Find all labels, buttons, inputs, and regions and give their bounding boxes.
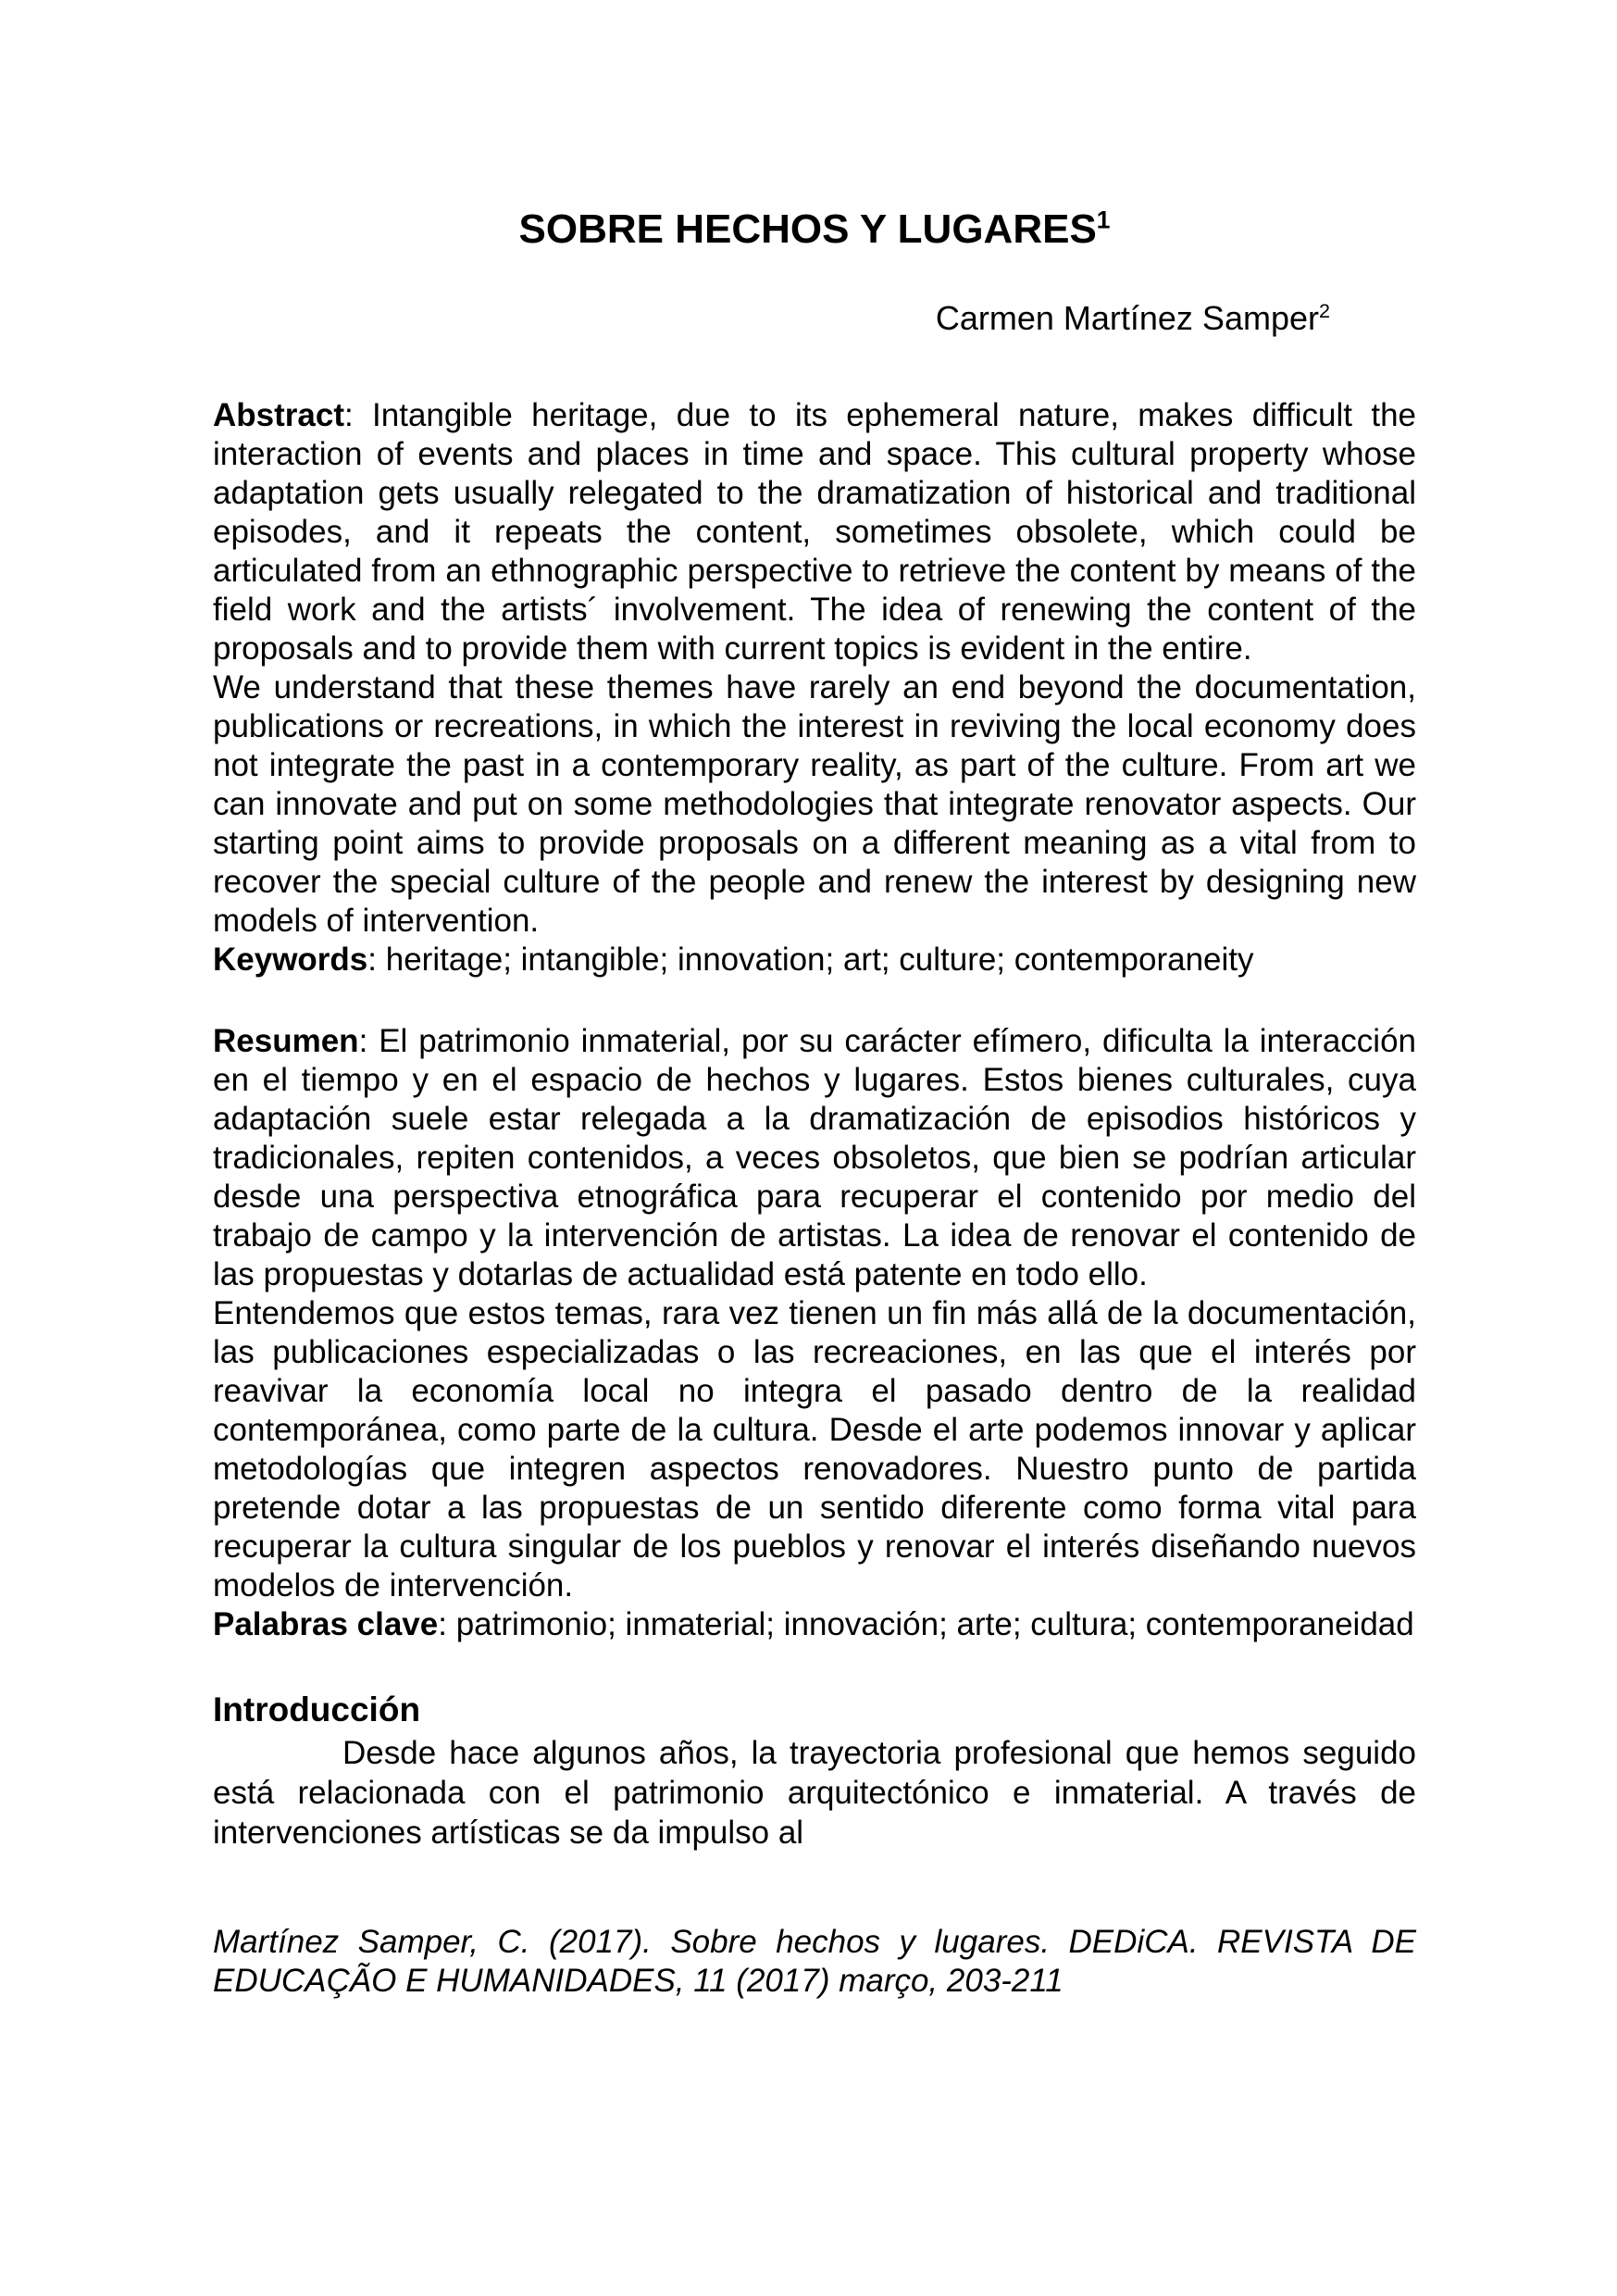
abstract-label: Abstract xyxy=(213,397,344,433)
resumen-label: Resumen xyxy=(213,1023,359,1059)
abstract-text: : Intangible heritage, due to its ephemeral nature, makes difficult the interaction of events and places in time and space. This cultural property whose adaptation gets usually relegated to the dramatization of historical and traditional episodes, and it repeats the content, sometimes obsolete, which could be articulated from an ethnographic perspective to retrieve the content by means of the field work and the artists´ involvement. The idea of renewing the content of the proposals and to provide them with current topics is evident in the entire. xyxy=(213,397,1416,667)
palabras-clave-line xyxy=(213,1605,1416,1644)
keywords-text: : heritage; intangible; innovation; art; culture; contemporaneity xyxy=(367,942,1254,978)
title-text: SOBRE HECHOS Y LUGARES xyxy=(518,206,1097,252)
author-line xyxy=(213,298,1330,339)
palabras-clave-label: Palabras clave xyxy=(213,1606,439,1642)
resumen-paragraph-2: Entendemos que estos temas, rara vez tienen un fin más allá de la documentación, las publicaciones especializadas o las recreaciones, en las que el interés por reavivar la economía local no integra el pasado dentro de la realidad contemporánea, como parte de la cultura. Desde el arte podemos innovar y aplicar metodologías que integren aspectos renovadores. Nuestro punto de partida pretende dotar a las propuestas de un sentido diferente como forma vital para recuperar la cultura singular de los pueblos y renovar el interés diseñando nuevos modelos de intervención. xyxy=(213,1295,1416,1603)
resumen-section xyxy=(213,1022,1416,1644)
page-title xyxy=(213,206,1416,254)
resumen-text: : El patrimonio inmaterial, por su carácter efímero, dificulta la interacción en el tiempo y en el espacio de hechos y lugares. Estos bienes culturales, cuya adaptación suele estar relegada a la dramatización de episodios históricos y tradicionales, repiten contenidos, a veces obsoletos, que bien se podrían articular desde una perspectiva etnográfica para recuperar el contenido por medio del trabajo de campo y la intervención de artistas. La idea de renovar el contenido de las propuestas y dotarlas de actualidad está patente en todo ello. xyxy=(213,1023,1416,1292)
page-content xyxy=(213,206,1416,2001)
keywords-label: Keywords xyxy=(213,942,368,978)
abstract-paragraph-1 xyxy=(213,396,1416,668)
author-name: Carmen Martínez Samper xyxy=(935,299,1319,337)
keywords-line xyxy=(213,941,1416,980)
resumen-paragraph-1 xyxy=(213,1022,1416,1294)
abstract-paragraph-2: We understand that these themes have rarely an end beyond the documentation, publications or recreations, in which the interest in reviving the local economy does not integrate the past in a contemporary reality, as part of the culture. From art we can innovate and put on some methodologies that integrate renovator aspects. Our starting point aims to provide proposals on a different meaning as a vital from to recover the special culture of the people and renew the interest by designing new models of intervention. xyxy=(213,669,1416,939)
introduccion-heading: Introducción xyxy=(213,1691,421,1728)
author-footnote-ref: 2 xyxy=(1318,299,1330,322)
palabras-clave-text: : patrimonio; inmaterial; innovación; arte; cultura; contemporaneidad xyxy=(438,1606,1414,1642)
introduccion-paragraph: Desde hace algunos años, la trayectoria profesional que hemos seguido está relacionada con el patrimonio arquitectónico e inmaterial. A través de intervenciones artísticas se da impulso al xyxy=(213,1735,1416,1851)
abstract-section xyxy=(213,396,1416,980)
footer-citation: Martínez Samper, C. (2017). Sobre hechos y lugares. DEDiCA. REVISTA DE EDUCAÇÃO E HUMANIDADES, 11 (2017) março, 203-211 xyxy=(213,1924,1416,1999)
title-footnote-ref: 1 xyxy=(1096,206,1111,234)
